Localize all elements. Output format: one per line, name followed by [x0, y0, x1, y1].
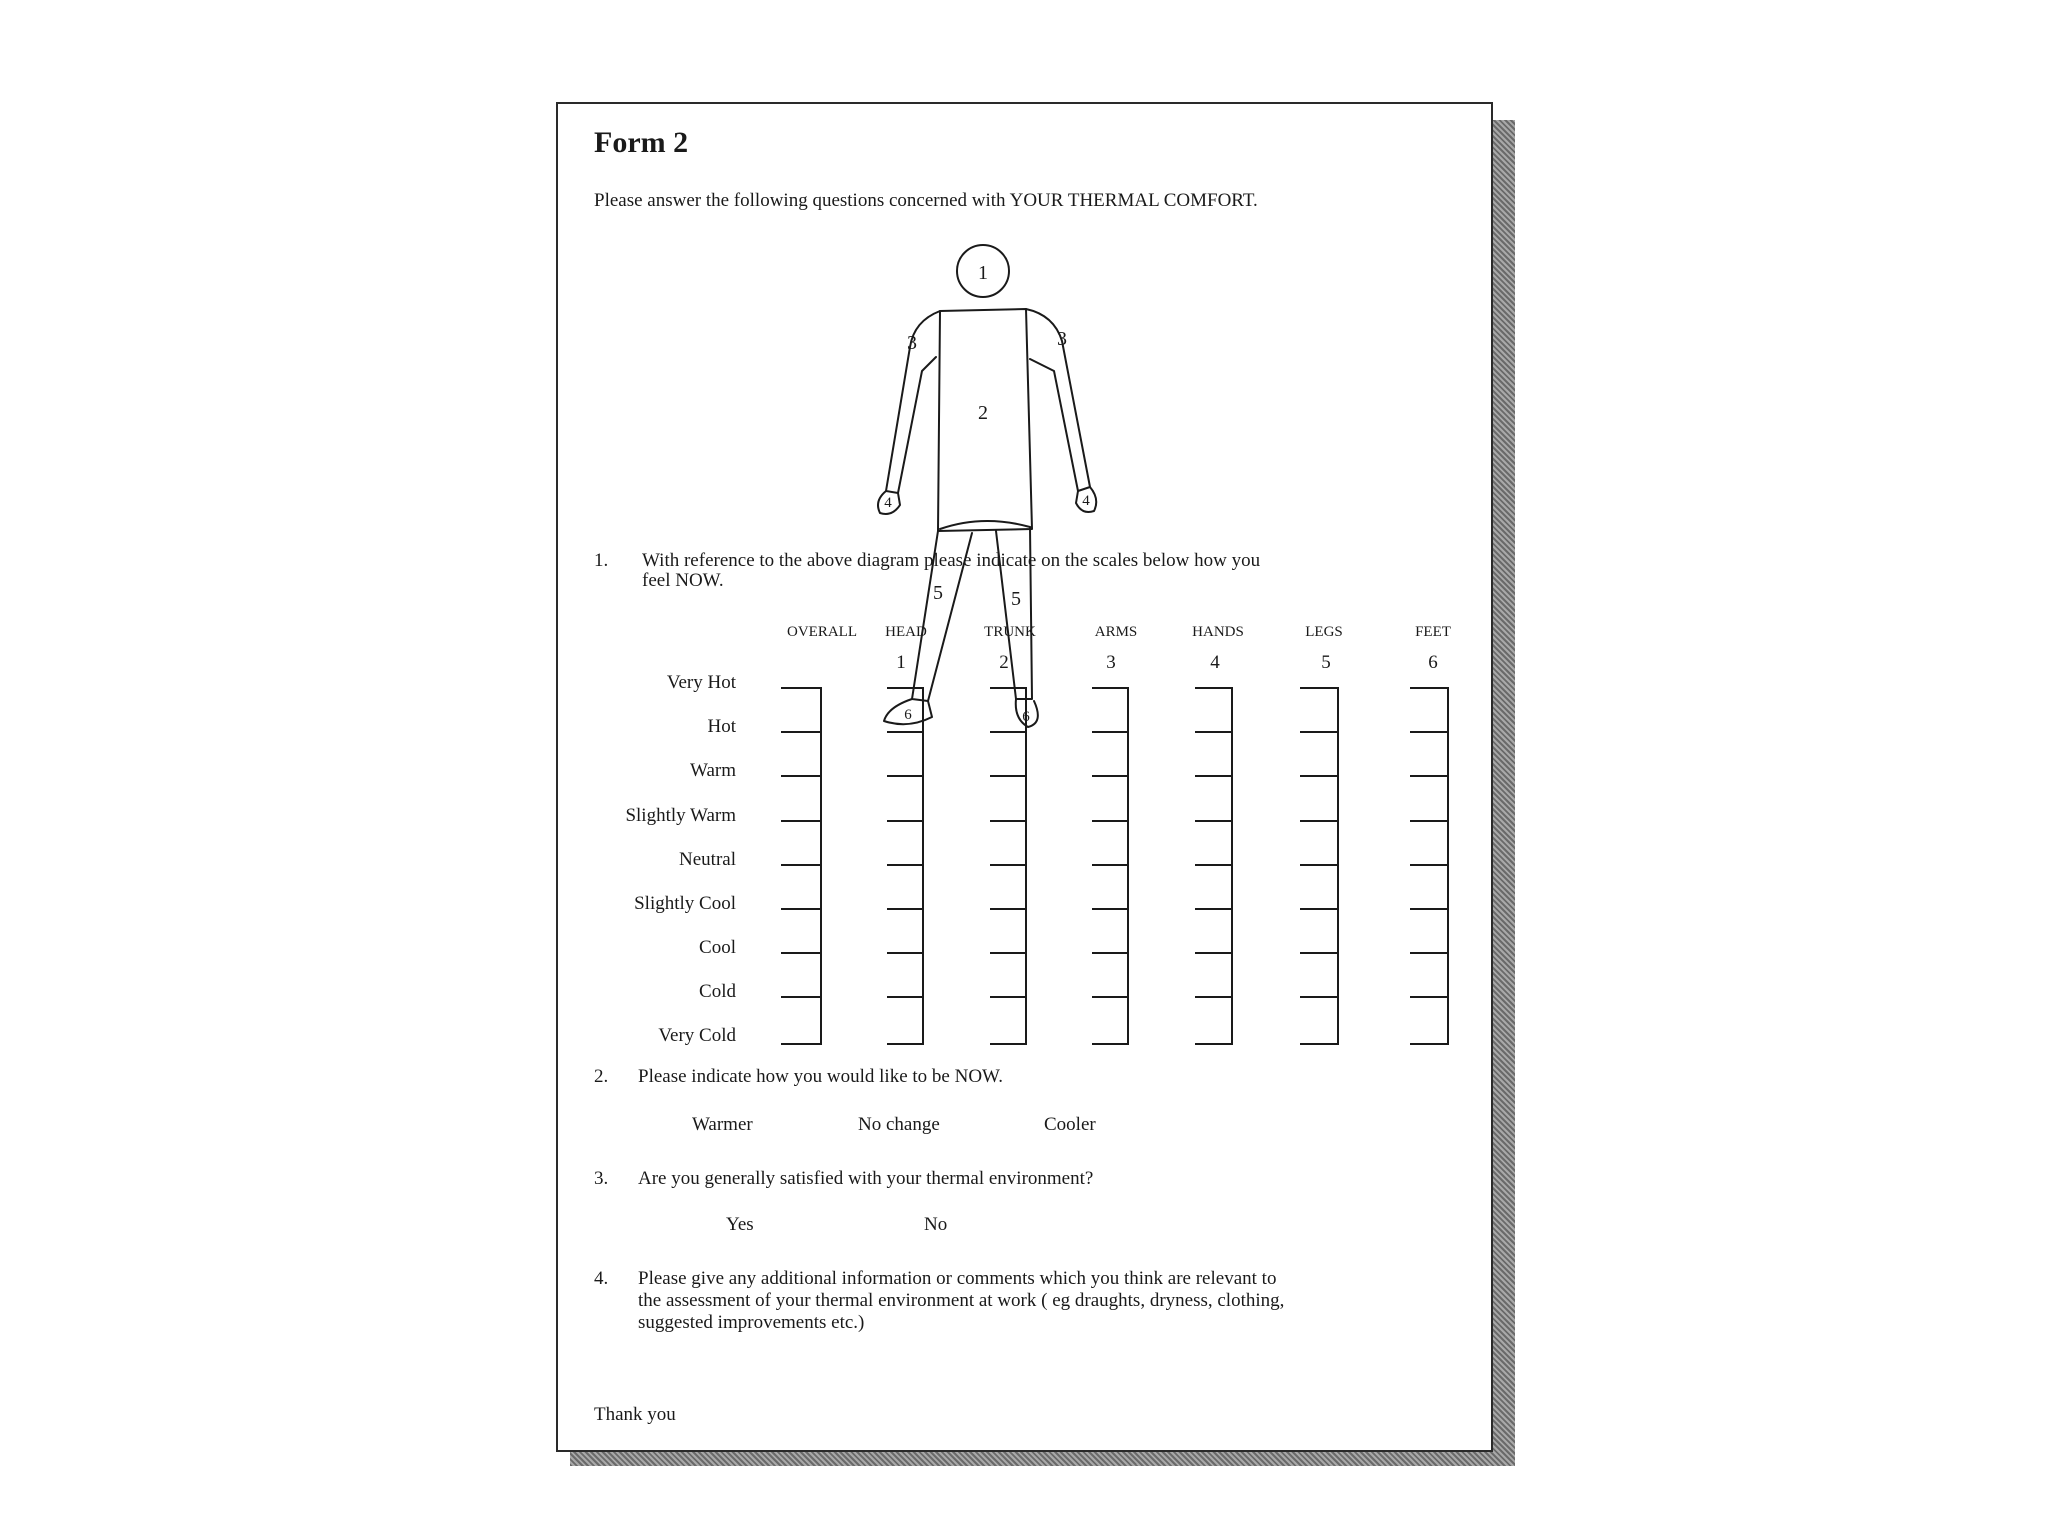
row-label-cool: Cool — [699, 937, 736, 958]
diagram-label-left-hand: 4 — [884, 495, 892, 511]
q4-text-line3: suggested improvements etc.) — [638, 1312, 865, 1333]
row-label-very-cold: Very Cold — [658, 1025, 736, 1046]
q4-text-line2: the assessment of your thermal environment at work ( eg draughts, dryness, clothing, — [638, 1290, 1285, 1311]
diagram-label-right-arm: 3 — [1057, 328, 1067, 350]
col-head-feet: FEET — [1415, 624, 1451, 640]
col-head-overall: OVERALL — [787, 624, 857, 640]
q3-text: Are you generally satisfied with your thermal environment? — [638, 1168, 1094, 1189]
diagram-label-trunk: 2 — [978, 402, 988, 424]
row-label-very-hot: Very Hot — [666, 672, 736, 693]
q1-number: 1. — [594, 550, 609, 571]
col-head-trunk: TRUNK — [984, 624, 1036, 640]
col-num-legs: 5 — [1321, 652, 1331, 673]
q4-number: 4. — [594, 1268, 609, 1289]
scale-head — [888, 688, 923, 1044]
form-title: Form 2 — [594, 126, 689, 159]
row-label-hot: Hot — [707, 716, 736, 737]
q2-option-cooler[interactable]: Cooler — [1044, 1114, 1096, 1135]
scale-arms — [1093, 688, 1128, 1044]
col-head-arms: ARMS — [1094, 624, 1138, 640]
q3-option-no[interactable]: No — [924, 1214, 948, 1235]
scale-feet — [1411, 688, 1448, 1044]
row-label-warm: Warm — [690, 760, 736, 781]
q2-option-no-change[interactable]: No change — [858, 1114, 940, 1135]
q1-text-line1: With reference to the above diagram please indicate on the scales below how you — [642, 550, 1261, 571]
q2-option-warmer[interactable]: Warmer — [692, 1114, 753, 1135]
form-intro: Please answer the following questions concerned with YOUR THERMAL COMFORT. — [594, 190, 1258, 211]
col-num-feet: 6 — [1428, 652, 1438, 673]
col-head-legs: LEGS — [1305, 624, 1343, 640]
diagram-label-head: 1 — [978, 262, 988, 284]
col-head-head: HEAD — [885, 624, 927, 640]
scale-hands — [1196, 688, 1232, 1044]
q3-number: 3. — [594, 1168, 609, 1189]
rating-scales — [558, 104, 1495, 1454]
col-num-hands: 4 — [1210, 652, 1220, 673]
diagram-label-right-hand: 4 — [1082, 493, 1090, 509]
diagram-label-left-foot: 6 — [904, 707, 912, 723]
q3-option-yes[interactable]: Yes — [726, 1214, 754, 1235]
col-num-arms: 3 — [1106, 652, 1116, 673]
row-label-slightly-warm: Slightly Warm — [625, 805, 736, 826]
diagram-label-left-arm: 3 — [907, 332, 917, 354]
col-num-trunk: 2 — [999, 652, 1009, 673]
diagram-label-left-leg: 5 — [933, 582, 943, 604]
col-num-head: 1 — [896, 652, 906, 673]
row-label-cold: Cold — [699, 981, 736, 1002]
q4-text-line1: Please give any additional information or comments which you think are relevant to — [638, 1268, 1277, 1289]
q1-text-line2: feel NOW. — [642, 570, 724, 591]
scale-trunk — [991, 688, 1026, 1044]
diagram-label-right-foot: 6 — [1022, 709, 1030, 725]
scale-legs — [1301, 688, 1338, 1044]
row-label-neutral: Neutral — [679, 849, 736, 870]
diagram-label-right-leg: 5 — [1011, 588, 1021, 610]
q2-number: 2. — [594, 1066, 609, 1087]
q2-text: Please indicate how you would like to be NOW. — [638, 1066, 1003, 1087]
form-page — [556, 102, 1493, 1452]
scale-overall — [782, 688, 821, 1044]
thank-you-text: Thank you — [594, 1404, 676, 1425]
row-label-slightly-cool: Slightly Cool — [634, 893, 736, 914]
col-head-hands: HANDS — [1192, 624, 1244, 640]
